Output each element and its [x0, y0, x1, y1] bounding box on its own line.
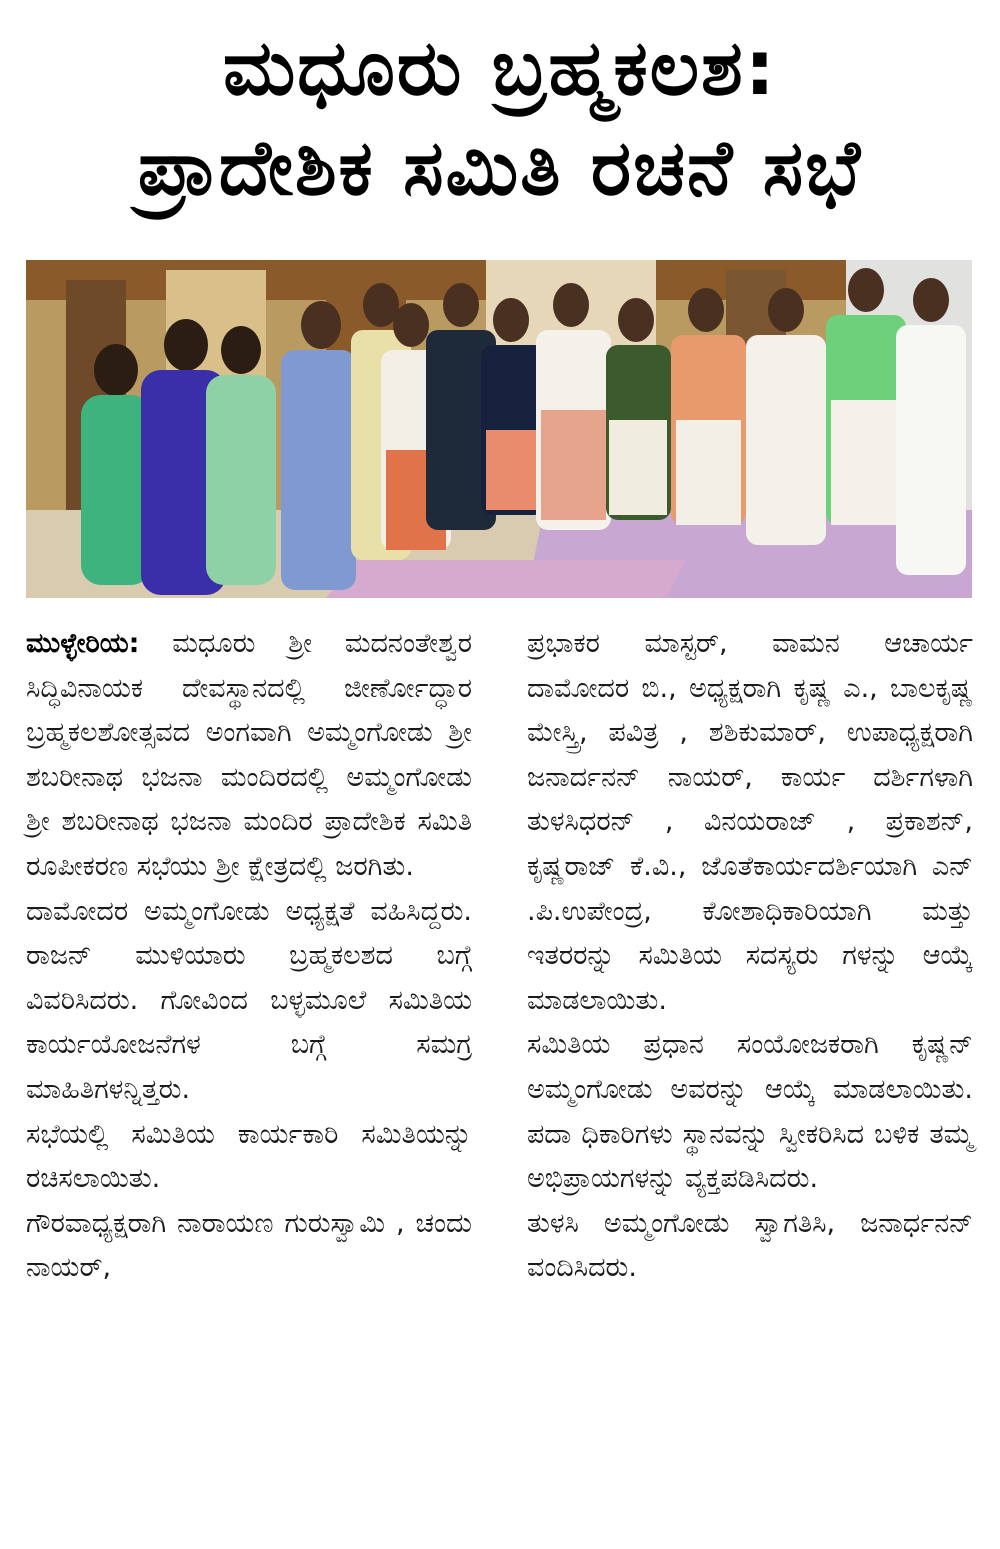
article-column-right: [527, 622, 973, 1291]
article-column-left: [26, 622, 472, 1291]
article-paragraph-2: ದಾಮೋದರ ಅಮ್ಮಂಗೋಡು ಅಧ್ಯಕ್ಷತೆ ವಹಿಸಿದ್ದರು. ರಾಜನ್ ಮುಳಿಯಾರು ಬ್ರಹ್ಮಕಲಶದ ಬಗ್ಗೆ ವಿವರಿಸಿದರು. ಗೋವಿಂದ ಬಳ್ಳಮೂಲೆ ಸಮಿತಿಯ ಕಾರ್ಯಯೋಜನೆಗಳ ಬಗ್ಗೆ ಸಮಗ್ರ ಮಾಹಿತಿಗಳನ್ನಿತ್ತರು.: [26, 895, 472, 1105]
dateline: ಮುಳ್ಳೇರಿಯ:: [26, 628, 140, 659]
group-photo-illustration: [26, 260, 972, 598]
article-paragraph-6: ತುಳಸಿ ಅಮ್ಮಂಗೋಡು ಸ್ವಾಗತಿಸಿ, ಜನಾರ್ಧನನ್ ವಂದಿಸಿದರು.: [527, 1207, 973, 1284]
article-paragraph-5: ಸಮಿತಿಯ ಪ್ರಧಾನ ಸಂಯೋಜಕರಾಗಿ ಕೃಷ್ಣನ್ ಅಮ್ಮಂಗೋಡು ಅವರನ್ನು ಆಯ್ಕೆ ಮಾಡಲಾಯಿತು. ಪದಾ ಧಿಕಾರಿಗಳು ಸ್ಥಾನವನ್ನು ಸ್ವೀಕರಿಸಿದ ಬಳಿಕ ತಮ್ಮ ಅಭಿಪ್ರಾಯಗಳನ್ನು ವ್ಯಕ್ತಪಡಿಸಿದರು.: [527, 1029, 973, 1195]
headline-line-1: ಮಧೂರು ಬ್ರಹ್ಮಕಲಶ:: [223, 23, 777, 112]
headline: [20, 18, 980, 218]
article-paragraph-1: ಮುಳ್ಳೇರಿಯ: ಮಧೂರು ಶ್ರೀ ಮದನಂತೇಶ್ವರ ಸಿದ್ಧಿವಿನಾಯಕ ದೇವಸ್ಥಾನದಲ್ಲಿ ಜೀರ್ಣೋದ್ಧಾರ ಬ್ರಹ್ಮಕಲಶೋತ್ಸವದ ಅಂಗವಾಗಿ ಅಮ್ಮಂಗೋಡು ಶ್ರೀ ಶಬರೀನಾಥ ಭಜನಾ ಮಂದಿರದಲ್ಲಿ ಅಮ್ಮಂಗೋಡು ಶ್ರೀ ಶಬರೀನಾಥ ಭಜನಾ ಮಂದಿರ ಪ್ರಾದೇಶಿಕ ಸಮಿತಿ ರೂಪೀಕರಣ ಸಭೆಯು ಶ್ರೀ ಕ್ಷೇತ್ರದಲ್ಲಿ ಜರಗಿತು.: [26, 628, 472, 882]
article-paragraph-4a: ಗೌರವಾಧ್ಯಕ್ಷರಾಗಿ ನಾರಾಯಣ ಗುರುಸ್ವಾಮಿ , ಚಂದು ನಾಯರ್,: [26, 1207, 472, 1284]
article-paragraph-4b: ಪ್ರಭಾಕರ ಮಾಸ್ಟರ್, ವಾಮನ ಆಚಾರ್ಯ ದಾಮೋದರ ಬಿ., ಅಧ್ಯಕ್ಷರಾಗಿ ಕೃಷ್ಣ ಎ., ಬಾಲಕೃಷ್ಣ ಮೇಸ್ತ್ರಿ, ಪವಿತ್ರ , ಶಶಿಕುಮಾರ್, ಉಪಾಧ್ಯಕ್ಷರಾಗಿ ಜನಾರ್ದನನ್ ನಾಯರ್, ಕಾರ್ಯ ದರ್ಶಿಗಳಾಗಿ ತುಳಸಿಧರನ್ , ವಿನಯರಾಜ್ , ಪ್ರಕಾಶನ್, ಕೃಷ್ಣರಾಜ್ ಕೆ.ವಿ., ಜೊತೆಕಾರ್ಯದರ್ಶಿಯಾಗಿ ಎನ್ .ಪಿ.ಉಪೇಂದ್ರ, ಕೋಶಾಧಿಕಾರಿಯಾಗಿ ಮತ್ತು ಇತರರನ್ನು ಸಮಿತಿಯ ಸದಸ್ಯರು ಗಳನ್ನು ಆಯ್ಕೆ ಮಾಡಲಾಯಿತು.: [527, 628, 973, 1016]
article-paragraph-3: ಸಭೆಯಲ್ಲಿ ಸಮಿತಿಯ ಕಾರ್ಯಕಾರಿ ಸಮಿತಿಯನ್ನು ರಚಿಸಲಾಯಿತು.: [26, 1118, 472, 1195]
headline-line-2: ಪ್ರಾದೇಶಿಕ ಸಮಿತಿ ರಚನೆ ಸಭೆ: [137, 123, 863, 212]
news-photo: [26, 260, 972, 598]
